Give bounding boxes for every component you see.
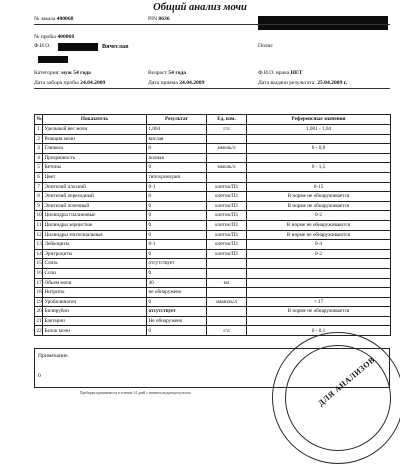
table-row <box>35 192 391 202</box>
receive-date-label: Дата приема <box>148 80 178 86</box>
row-indicator: Реакция мочи <box>43 134 147 144</box>
row-reference <box>247 153 391 163</box>
row-result: Не обнаружено <box>147 316 207 326</box>
row-reference: В норме не обнаруживается <box>247 307 391 317</box>
results-body <box>35 125 391 336</box>
row-number: 14 <box>35 249 43 259</box>
row-result: полная <box>147 153 207 163</box>
table-row <box>35 182 391 192</box>
row-indicator: Эпителий переходный <box>43 192 147 202</box>
table-header-row <box>35 115 391 125</box>
row-result: отсутствует <box>147 259 207 269</box>
row-indicator: Уробилиноген <box>43 297 147 307</box>
row-reference: В норме не обнаруживаются <box>247 220 391 230</box>
note-value: 0 <box>38 373 41 379</box>
row-unit <box>207 316 247 326</box>
order-label: № заказа <box>34 16 56 22</box>
sample-label: № пробы <box>34 34 56 40</box>
row-reference: 0 - 0,8 <box>247 144 391 154</box>
pin-label: PIN <box>148 16 158 22</box>
doctor-label: Ф.И.О. врача <box>258 70 290 76</box>
row-reference <box>247 268 391 278</box>
document-title: Общий анализ мочи <box>153 2 247 13</box>
row-indicator: Эпителий почечный <box>43 201 147 211</box>
issue-date-value: 25.04.2009 г. <box>317 80 348 86</box>
row-reference: 0 - 0,1 <box>247 326 391 336</box>
table-row <box>35 278 391 288</box>
sample-date-field <box>34 80 105 87</box>
row-reference <box>247 172 391 182</box>
table-row <box>35 316 391 326</box>
header-reference: Референсные значения <box>247 115 391 125</box>
row-indicator: Нитриты <box>43 288 147 298</box>
table-row <box>35 125 391 135</box>
row-reference: В норме не обнаруживается <box>247 201 391 211</box>
row-reference: 0-15 <box>247 182 391 192</box>
redacted-patronymic <box>38 56 68 63</box>
table-row <box>35 211 391 221</box>
table-row <box>35 240 391 250</box>
table-row <box>35 163 391 173</box>
order-number <box>34 16 73 23</box>
row-number: 10 <box>35 211 43 221</box>
age-label: Возраст <box>148 70 167 76</box>
row-number: 19 <box>35 297 43 307</box>
row-unit: клеток/П3 <box>207 240 247 250</box>
row-indicator: Эпителий плоский <box>43 182 147 192</box>
lab-stamp-text: ДЛЯ АНАЛИЗОВ <box>316 355 377 408</box>
row-result: 0 <box>147 163 207 173</box>
row-reference: < 17 <box>247 297 391 307</box>
table-row <box>35 220 391 230</box>
table-row <box>35 134 391 144</box>
row-result: 40 <box>147 278 207 288</box>
row-result: 0 <box>147 297 207 307</box>
table-row <box>35 249 391 259</box>
header-unit: Ед. изм. <box>207 115 247 125</box>
order-value: 400068 <box>56 16 74 22</box>
header-indicator: Показатель <box>43 115 147 125</box>
table-row <box>35 201 391 211</box>
row-unit <box>207 172 247 182</box>
table-row <box>35 259 391 269</box>
row-indicator: Цвет <box>43 172 147 182</box>
category-field <box>34 70 91 77</box>
row-number: 2 <box>35 134 43 144</box>
results-table <box>34 114 391 336</box>
row-indicator: Белок мочи <box>43 326 147 336</box>
row-indicator: Цилиндры зернистые <box>43 220 147 230</box>
row-result: 0 <box>147 230 207 240</box>
fio-label: Ф.И.О. <box>34 43 51 49</box>
receive-date-value: 24.04.2009 <box>179 80 205 86</box>
row-number: 18 <box>35 288 43 298</box>
row-number: 9 <box>35 201 43 211</box>
pin-field <box>148 16 170 23</box>
row-result: не обнаружено <box>147 288 207 298</box>
row-result: 0 <box>147 249 207 259</box>
row-number: 16 <box>35 268 43 278</box>
row-unit: ммоль/л <box>207 144 247 154</box>
row-number: 17 <box>35 278 43 288</box>
row-result: 0 <box>147 220 207 230</box>
row-number: 12 <box>35 230 43 240</box>
row-result: отсутствует <box>147 307 207 317</box>
lab-stamp <box>272 332 400 464</box>
table-row <box>35 307 391 317</box>
row-indicator: Цилиндры эпителиальные <box>43 230 147 240</box>
age-value: 54 года <box>168 70 187 76</box>
row-reference <box>247 278 391 288</box>
row-number: 15 <box>35 259 43 269</box>
row-result: гипохромурия <box>147 172 207 182</box>
footer-note: Пробирки принимаются в течение 14 дней с момента выдачи результата. <box>80 391 192 395</box>
row-number: 13 <box>35 240 43 250</box>
row-reference: 0-4 <box>247 240 391 250</box>
row-indicator: Слизь <box>43 259 147 269</box>
row-indicator: Кетоны <box>43 163 147 173</box>
row-number: 22 <box>35 326 43 336</box>
doctor-field <box>258 70 302 77</box>
row-indicator: Бактерии <box>43 316 147 326</box>
header-number: № <box>35 115 43 125</box>
row-number: 11 <box>35 220 43 230</box>
row-unit: клеток/П3 <box>207 249 247 259</box>
row-unit: клеток/П3 <box>207 182 247 192</box>
row-number: 8 <box>35 192 43 202</box>
row-result: 0-1 <box>147 182 207 192</box>
row-result: 0 <box>147 201 207 211</box>
pin-value: 8636 <box>158 16 170 22</box>
sample-value: 400068 <box>57 34 75 40</box>
row-number: 6 <box>35 172 43 182</box>
row-reference: 0-2 <box>247 249 391 259</box>
row-reference: В норме не обнаруживаются <box>247 230 391 240</box>
row-result: кислая <box>147 134 207 144</box>
sample-number <box>34 34 74 41</box>
category-label: Категория: <box>34 70 60 76</box>
row-unit: клеток/П3 <box>207 192 247 202</box>
row-unit: ммоль/л <box>207 163 247 173</box>
row-unit <box>207 288 247 298</box>
sample-date-value: 24.04.2009 <box>80 80 106 86</box>
row-result: 1,004 <box>147 125 207 135</box>
divider <box>34 24 390 25</box>
row-reference: 0-2 <box>247 211 391 221</box>
row-unit <box>207 307 247 317</box>
row-reference <box>247 134 391 144</box>
row-unit: клеток/П3 <box>207 230 247 240</box>
row-result: 0 <box>147 144 207 154</box>
row-result: 0 <box>147 326 207 336</box>
row-indicator: Эритроциты <box>43 249 147 259</box>
table-row <box>35 230 391 240</box>
row-indicator: Цилиндры гиалиновые <box>43 211 147 221</box>
row-reference <box>247 259 391 269</box>
table-row <box>35 288 391 298</box>
row-unit: клеток/П3 <box>207 220 247 230</box>
row-unit: мл <box>207 278 247 288</box>
row-unit <box>207 268 247 278</box>
table-row <box>35 172 391 182</box>
row-result: 0-1 <box>147 240 207 250</box>
row-unit: клеток/П3 <box>207 211 247 221</box>
doctor-value: НЕТ <box>290 70 303 76</box>
row-result: 0 <box>147 192 207 202</box>
redacted-barcode <box>258 16 388 30</box>
sample-date-label: Дата забора пробы <box>34 80 79 86</box>
row-indicator: Билирубин <box>43 307 147 317</box>
row-indicator: Глюкоза <box>43 144 147 154</box>
row-result: 0 <box>147 268 207 278</box>
row-unit: г/л <box>207 326 247 336</box>
row-unit: клеток/П3 <box>207 201 247 211</box>
age-field <box>148 70 186 77</box>
row-result: 0 <box>147 211 207 221</box>
row-indicator: Прозрачность <box>43 153 147 163</box>
row-reference <box>247 316 391 326</box>
issue-date-field <box>258 80 347 87</box>
row-number: 5 <box>35 163 43 173</box>
redacted-surname <box>58 43 98 51</box>
patient-name: Вячеслав <box>102 43 129 50</box>
divider <box>34 88 390 89</box>
row-indicator: Объем мочи <box>43 278 147 288</box>
row-reference <box>247 288 391 298</box>
row-indicator: Удельный вес мочи <box>43 125 147 135</box>
table-row <box>35 297 391 307</box>
row-unit <box>207 134 247 144</box>
row-reference: В норме не обнаруживается <box>247 192 391 202</box>
table-row <box>35 153 391 163</box>
row-number: 4 <box>35 153 43 163</box>
row-number: 1 <box>35 125 43 135</box>
row-unit: г/л <box>207 125 247 135</box>
category-value: муж 54 года <box>61 70 91 76</box>
header-result: Результат <box>147 115 207 125</box>
row-unit <box>207 259 247 269</box>
row-unit: мкмоль/л <box>207 297 247 307</box>
row-unit <box>207 153 247 163</box>
row-reference: 0 - 1,5 <box>247 163 391 173</box>
row-number: 20 <box>35 307 43 317</box>
row-indicator: Лейкоциты <box>43 240 147 250</box>
issue-date-label: Дата выдачи результата: <box>258 80 316 86</box>
row-number: 21 <box>35 316 43 326</box>
row-number: 3 <box>35 144 43 154</box>
row-reference: 1,001 - 1,04 <box>247 125 391 135</box>
row-number: 7 <box>35 182 43 192</box>
note-label: Примечание. <box>38 353 69 359</box>
receive-date-field <box>148 80 204 87</box>
policy-label: Полис <box>258 43 274 49</box>
table-row <box>35 268 391 278</box>
row-indicator: Соли <box>43 268 147 278</box>
table-row <box>35 144 391 154</box>
